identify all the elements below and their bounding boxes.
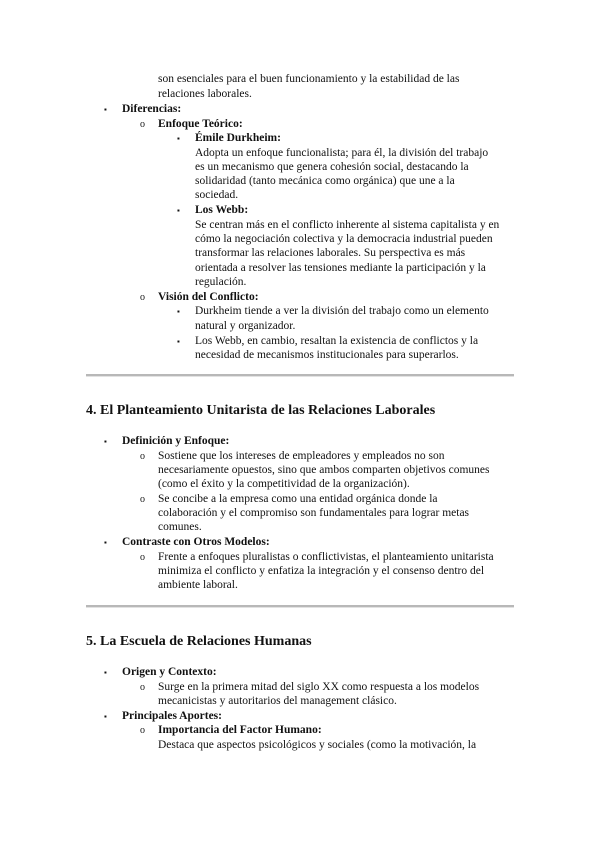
webb-text-line: transformar las relaciones laborales. Su perspectiva es más	[195, 247, 466, 259]
origen-a-line: mecanicistas y autoritarios del management clásico.	[158, 695, 397, 707]
definicion-b-line: Se concibe a la empresa como una entidad orgánica donde la	[158, 493, 438, 505]
circle-bullet-icon: o	[140, 494, 145, 505]
continuation-line-1: son esenciales para el buen funcionamiento y la estabilidad de las	[158, 73, 460, 85]
square-bullet-icon: ▪	[177, 206, 180, 215]
square-bullet-icon: ▪	[104, 105, 107, 114]
webb-label: Los Webb:	[195, 204, 249, 216]
definicion-b-line: colaboración y el compromiso son fundamentales para lograr metas	[158, 507, 470, 519]
aportes-label: Principales Aportes:	[122, 710, 222, 722]
square-bullet-icon: ▪	[104, 437, 107, 446]
importancia-line: Destaca que aspectos psicológicos y sociales (como la motivación, la	[158, 739, 477, 751]
enfoque-label: Enfoque Teórico:	[158, 118, 243, 130]
webb-text-line: regulación.	[195, 276, 247, 288]
contraste-a-line: ambiente laboral.	[158, 579, 238, 591]
durkheim-text-line: solidaridad (tanto mecánica como orgánica) que une a la	[195, 175, 455, 187]
vision-b-line: necesidad de mecanismos institucionales para superarlos.	[195, 349, 459, 361]
vision-a-line: natural y organizador.	[195, 320, 296, 332]
circle-bullet-icon: o	[140, 682, 145, 693]
square-bullet-icon: ▪	[104, 538, 107, 547]
circle-bullet-icon: o	[140, 451, 145, 462]
origen-a-line: Surge en la primera mitad del siglo XX como respuesta a los modelos	[158, 681, 480, 693]
durkheim-label: Émile Durkheim:	[195, 132, 281, 144]
importancia-label: Importancia del Factor Humano:	[158, 724, 322, 736]
definicion-a-line: necesariamente opuestos, sino que ambos comparten objetivos comunes	[158, 464, 490, 476]
origen-label: Origen y Contexto:	[122, 666, 217, 678]
durkheim-text-line: Adopta un enfoque funcionalista; para él, la división del trabajo	[195, 147, 489, 159]
contraste-label: Contraste con Otros Modelos:	[122, 536, 270, 548]
durkheim-text-line: sociedad.	[195, 189, 239, 201]
webb-text-line: orientada a resolver las tensiones mediante la participación y la	[195, 262, 486, 274]
square-bullet-icon: ▪	[177, 134, 180, 143]
vision-b-line: Los Webb, en cambio, resaltan la existencia de conflictos y la	[195, 335, 479, 347]
circle-bullet-icon: o	[140, 552, 145, 563]
square-bullet-icon: ▪	[177, 337, 180, 346]
continuation-line-2: relaciones laborales.	[158, 88, 252, 100]
definicion-a-line: (como el éxito y la competitividad de la organización).	[158, 478, 410, 490]
webb-text-line: Se centran más en el conflicto inherente al sistema capitalista y en	[195, 219, 500, 231]
definicion-label: Definición y Enfoque:	[122, 435, 230, 447]
circle-bullet-icon: o	[140, 725, 145, 736]
diferencias-label: Diferencias:	[122, 103, 182, 115]
definicion-b-line: comunes.	[158, 521, 202, 533]
vision-a-line: Durkheim tiende a ver la división del trabajo como un elemento	[195, 305, 489, 317]
section-divider	[86, 605, 514, 608]
square-bullet-icon: ▪	[104, 712, 107, 721]
circle-bullet-icon: o	[140, 292, 145, 303]
square-bullet-icon: ▪	[177, 307, 180, 316]
definicion-a-line: Sostiene que los intereses de empleadores y empleados no son	[158, 450, 445, 462]
vision-label: Visión del Conflicto:	[158, 291, 259, 303]
section-4-heading: 4. El Planteamiento Unitarista de las Relaciones Laborales	[86, 403, 436, 418]
circle-bullet-icon: o	[140, 119, 145, 130]
webb-text-line: cómo la negociación colectiva y la democracia industrial pueden	[195, 233, 493, 245]
square-bullet-icon: ▪	[104, 668, 107, 677]
section-5-heading: 5. La Escuela de Relaciones Humanas	[86, 634, 312, 649]
durkheim-text-line: es un mecanismo que genera cohesión social, destacando la	[195, 161, 469, 173]
contraste-a-line: Frente a enfoques pluralistas o conflictivistas, el planteamiento unitarista	[158, 551, 494, 563]
section-divider	[86, 374, 514, 377]
contraste-a-line: minimiza el conflicto y enfatiza la integración y el consenso dentro del	[158, 565, 485, 577]
